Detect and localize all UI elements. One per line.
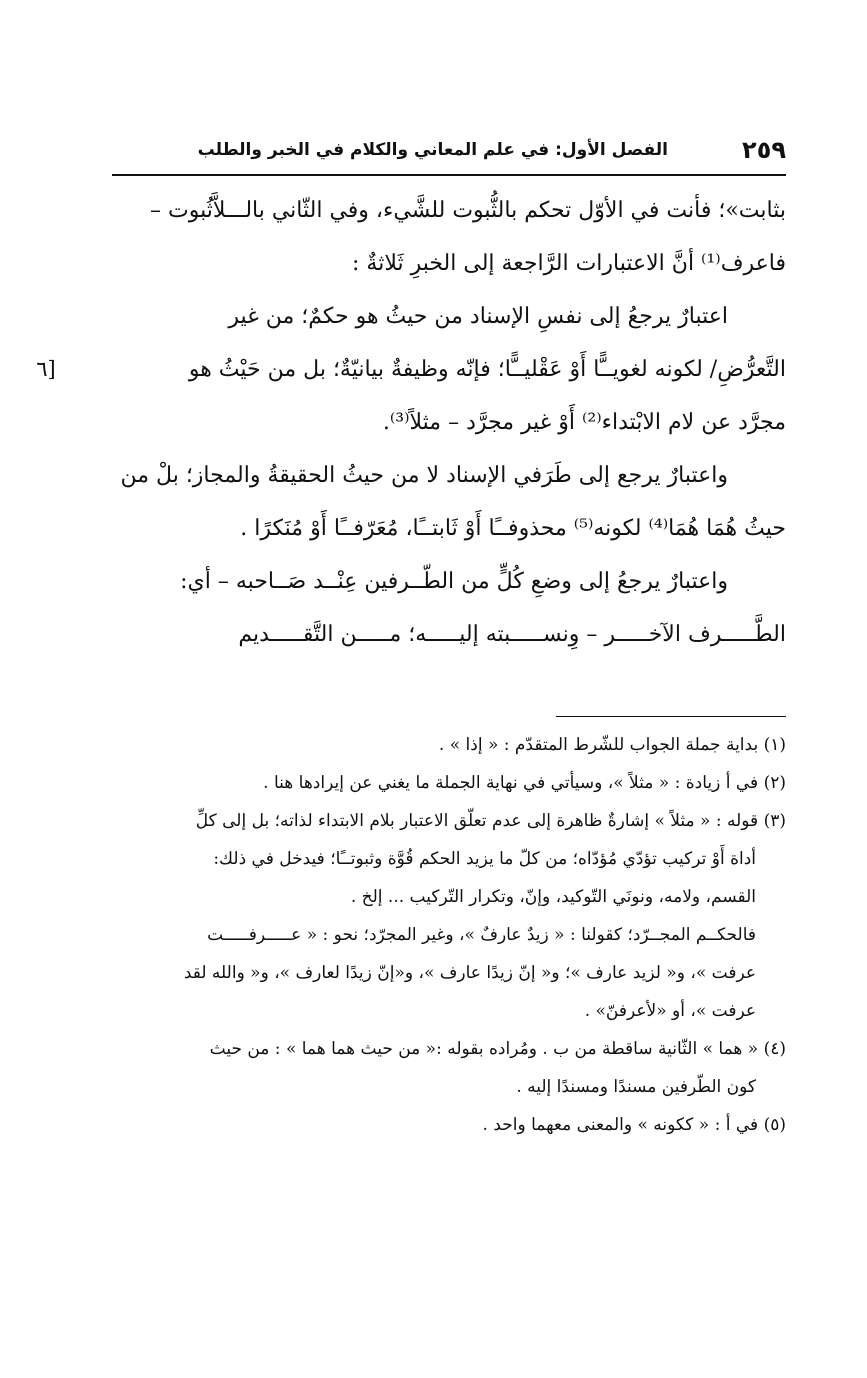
text-line: التَّعرُّضِ/ لكونه لغويــًّا أَوْ عَقْليــًّا؛ فإنّه وظيفةٌ بيانيّةٌ؛ بل من حَيْثُ هو: [188, 357, 786, 382]
text-line: واعتبارٌ يرجع إلى طَرَفي الإسناد لا من حيثُ الحقيقةُ والمجاز؛ بلْ من: [120, 463, 728, 488]
footnote-line: فالحكــم المجــرّد؛ كقولنا : « زيدٌ عارفٌ »، وغير المجرّد؛ نحو : « عـــــرفـــــت: [207, 925, 756, 945]
footnote-line: (٢) في أ زيادة : « مثلاً »، وسيأتي في نهاية الجملة ما يغني عن إيرادها هنا .: [263, 773, 786, 793]
text-line: حيثُ هُمَا هُمَا⁽⁴⁾ لكونه⁽⁵⁾ محذوفــًا أَوْ ثَابتــًا، مُعَرّفــًا أَوْ مُنَكرًا .: [240, 516, 786, 541]
footnotes: [112, 726, 786, 1144]
text-line: الطَّـــــرف الآخـــــر – وِنســـــبته إليـــــه؛ مـــــن التَّقـــــديم: [238, 622, 786, 647]
text-line: مجرَّد عن لام الابْتداء⁽²⁾ أَوْ غير مجرَّد – مثلاً⁽³⁾.: [382, 410, 786, 435]
text-line: بثابت»؛ فأنت في الأوّل تحكم بالثُّبوت للشَّيء، وفي الثّاني بالـــلاَّثُبوت –: [150, 198, 786, 223]
footnote-separator: [556, 716, 786, 717]
main-text: [112, 184, 786, 661]
footnote-line: أداة أَوْ تركيب تؤدّي مُؤدّاه؛ من كلّ ما يزيد الحكم قُوَّة وثبوتــًا؛ فيدخل في ذلك:: [213, 849, 756, 869]
footnote-line: القسم، ولامه، ونونَي التّوكيد، وإنّ، وتكرار التّركيب ... إلخ .: [350, 887, 756, 907]
manuscript-page-marker: ٦]: [36, 357, 56, 381]
text-line: فاعرف⁽¹⁾ أنَّ الاعتبارات الرَّاجعة إلى الخبرِ ثَلاثةٌ :: [352, 251, 786, 276]
running-header: [112, 138, 786, 172]
footnote-line: كون الطّرفين مسندًا ومسندًا إليه .: [516, 1077, 756, 1097]
text-line: واعتبارٌ يرجعُ إلى وضعِ كُلٍّ من الطّــرفين عِنْــد صَــاحبه – أي:: [180, 569, 728, 594]
footnote-line: (١) بداية جملة الجواب للشّرط المتقدّم : « إذا » .: [438, 735, 786, 755]
footnote-line: (٥) في أ : « ككونه » والمعنى معهما واحد .: [482, 1115, 786, 1135]
footnote-line: عرفت »، و« لزيد عارف »؛ و« إنّ زيدًا عارف »، و«إنّ زيدًا لعارف »، و« والله لقد: [183, 963, 756, 983]
text-line: اعتبارٌ يرجعُ إلى نفسِ الإسناد من حيثُ هو حكمٌ؛ من غير: [228, 304, 728, 329]
chapter-title: الفصل الأول: في علم المعاني والكلام في الخبر والطلب: [197, 140, 668, 160]
page-number: ٢٥٩: [742, 136, 786, 164]
footnote-line: (٤) « هما » الثّانية ساقطة من ب . ومُراده بقوله :« من حيث هما هما » : من حيث: [209, 1039, 786, 1059]
header-rule: [112, 174, 786, 176]
footnote-line: عرفت »، أو «لأعرفنّ» .: [584, 1001, 756, 1021]
footnote-line: (٣) قوله : « مثلاً » إشارةٌ ظاهرة إلى عدم تعلّق الاعتبار بلام الابتداء لذاته؛ بل إلى كلِّ: [195, 811, 786, 831]
